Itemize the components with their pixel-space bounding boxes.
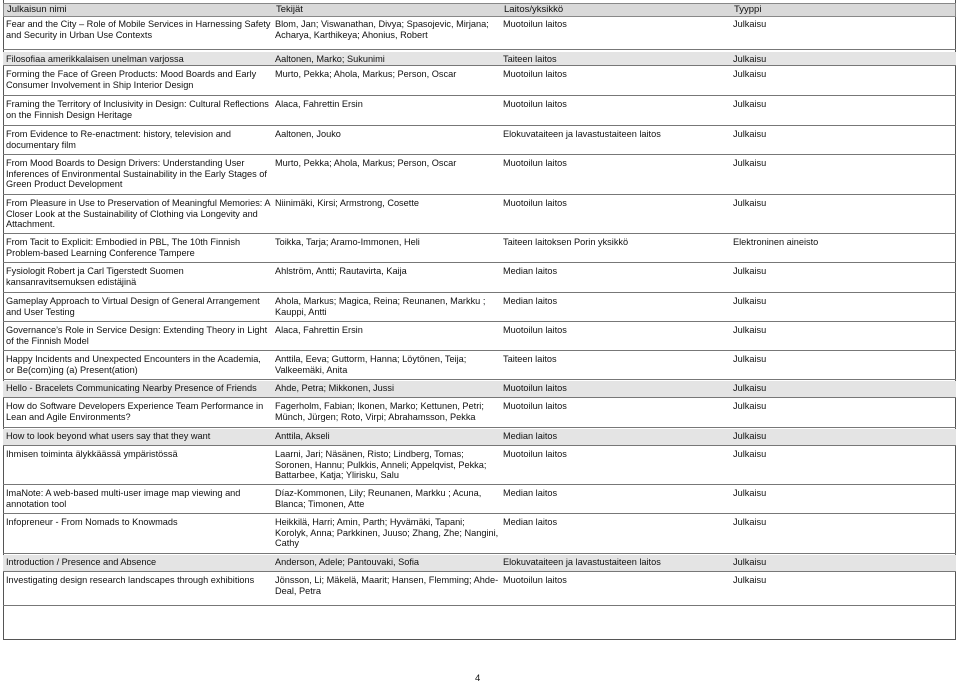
row-authors: Díaz-Kommonen, Lily; Reunanen, Markku ; Acuna, Blanca; Timonen, Atte (275, 488, 482, 509)
row-authors: Ahde, Petra; Mikkonen, Jussi (275, 383, 394, 393)
row-unit: Median laitos (503, 488, 558, 498)
table-header (3, 3, 956, 17)
row-title: Filosofiaa amerikkalaisen unelman varjossa (6, 54, 184, 64)
row-type: Julkaisu (733, 296, 767, 306)
table-row (3, 127, 956, 155)
row-authors: Heikkilä, Harri; Amin, Parth; Hyvämäki, Tapani; Korolyk, Anna; Parkkinen, Juuso; Zhang, Zhe; Nangini, Cathy (275, 517, 499, 549)
table-row (3, 573, 956, 606)
table-row (3, 294, 956, 322)
row-unit: Taiteen laitoksen Porin yksikkö (503, 237, 629, 247)
table-row (3, 381, 956, 398)
row-authors: Laarni, Jari; Näsänen, Risto; Lindberg, Tomas; Soronen, Hannu; Pulkkis, Anneli; Appelqvist, Pekka; Battarbee, Katja; Ylirisku, Salu (275, 449, 487, 481)
row-title: Gameplay Approach to Virtual Design of General Arrangement and User Testing (6, 296, 260, 317)
header-authors: Tekijät (276, 4, 303, 15)
row-type: Julkaisu (733, 575, 767, 585)
row-authors: Jönsson, Li; Mäkelä, Maarit; Hansen, Flemming; Ahde-Deal, Petra (275, 575, 499, 596)
row-authors: Aaltonen, Marko; Sukunimi (275, 54, 385, 64)
row-title: Introduction / Presence and Absence (6, 557, 157, 567)
row-unit: Elokuvataiteen ja lavastustaiteen laitos (503, 557, 661, 567)
row-unit: Muotoilun laitos (503, 325, 567, 335)
row-unit: Median laitos (503, 517, 558, 527)
table-row (3, 97, 956, 126)
header-unit: Laitos/yksikkö (504, 4, 564, 15)
row-authors: Blom, Jan; Viswanathan, Divya; Spasojevic, Mirjana; Acharya, Karthikeya; Ahonius, Robert (275, 19, 489, 40)
row-unit: Muotoilun laitos (503, 19, 567, 29)
row-type: Julkaisu (733, 431, 767, 441)
table-row (3, 447, 956, 485)
row-title: ImaNote: A web-based multi-user image map viewing and annotation tool (6, 488, 241, 509)
row-authors: Ahlström, Antti; Rautavirta, Kaija (275, 266, 407, 276)
row-type: Julkaisu (733, 401, 767, 411)
row-unit: Median laitos (503, 296, 558, 306)
row-authors: Murto, Pekka; Ahola, Markus; Person, Oscar (275, 69, 457, 79)
row-type: Julkaisu (733, 99, 767, 109)
row-title: Fear and the City – Role of Mobile Services in Harnessing Safety and Security in Urban Use Contexts (6, 19, 271, 40)
table-row (3, 352, 956, 380)
row-unit: Elokuvataiteen ja lavastustaiteen laitos (503, 129, 661, 139)
row-title: How to look beyond what users say that they want (6, 431, 211, 441)
row-title: From Tacit to Explicit: Embodied in PBL, The 10th Finnish Problem-based Learning Conference Tampere (6, 237, 241, 258)
row-type: Julkaisu (733, 354, 767, 364)
row-title: Hello - Bracelets Communicating Nearby Presence of Friends (6, 383, 257, 393)
row-unit: Muotoilun laitos (503, 575, 567, 585)
table-row (3, 196, 956, 234)
row-type: Julkaisu (733, 383, 767, 393)
row-title: Governance’s Role in Service Design: Extending Theory in Light of the Finnish Model (6, 325, 268, 346)
table-row (3, 429, 956, 446)
row-type: Julkaisu (733, 325, 767, 335)
row-type: Julkaisu (733, 449, 767, 459)
table-row (3, 67, 956, 96)
row-title: How do Software Developers Experience Team Performance in Lean and Agile Environments? (6, 401, 264, 422)
table-row (3, 52, 956, 66)
row-type: Julkaisu (733, 129, 767, 139)
table-row (3, 323, 956, 351)
row-type: Julkaisu (733, 198, 767, 208)
row-title: Investigating design research landscapes through exhibitions (6, 575, 255, 585)
row-unit: Median laitos (503, 266, 558, 276)
row-unit: Taiteen laitos (503, 354, 557, 364)
row-type: Julkaisu (733, 557, 767, 567)
row-type: Julkaisu (733, 19, 767, 29)
row-unit: Muotoilun laitos (503, 99, 567, 109)
header-title: Julkaisun nimi (7, 4, 67, 15)
row-authors: Aaltonen, Jouko (275, 129, 341, 139)
row-title: Ihmisen toiminta älykkäässä ympäristössä (6, 449, 178, 459)
row-title: Fysiologit Robert ja Carl Tigerstedt Suomen kansanravitsemuksen edistäjinä (6, 266, 184, 287)
table-row (3, 17, 956, 50)
table-row (3, 235, 956, 263)
row-title: From Pleasure in Use to Preservation of Meaningful Memories: A Closer Look at the Sustainability of Clothing via Longevity and Attachment. (6, 198, 271, 230)
table-row (3, 486, 956, 514)
row-authors: Niinimäki, Kirsi; Armstrong, Cosette (275, 198, 419, 208)
row-title: Forming the Face of Green Products: Mood Boards and Early Consumer Involvement in Ship Interior Design (6, 69, 257, 90)
row-authors: Fagerholm, Fabian; Ikonen, Marko; Kettunen, Petri; Münch, Jürgen; Roto, Virpi; Abrahamsson, Pekka (275, 401, 484, 422)
row-type: Julkaisu (733, 69, 767, 79)
row-authors: Anderson, Adele; Pantouvaki, Sofia (275, 557, 420, 567)
row-unit: Muotoilun laitos (503, 198, 567, 208)
row-authors: Toikka, Tarja; Aramo-Immonen, Heli (275, 237, 420, 247)
row-type: Julkaisu (733, 54, 767, 64)
row-unit: Muotoilun laitos (503, 401, 567, 411)
table-row (3, 555, 956, 572)
row-unit: Muotoilun laitos (503, 158, 567, 168)
row-type: Julkaisu (733, 488, 767, 498)
row-type: Julkaisu (733, 517, 767, 527)
row-unit: Muotoilun laitos (503, 69, 567, 79)
row-title: Happy Incidents and Unexpected Encounters in the Academia, or Be(com)ing (a) Present(ation) (6, 354, 261, 375)
row-title: From Mood Boards to Design Drivers: Understanding User Inferences of Environmental Sustainability in the Early Stages of Green Product Development (6, 158, 267, 190)
row-type: Julkaisu (733, 158, 767, 168)
header-type: Tyyppi (734, 4, 762, 15)
row-unit: Median laitos (503, 431, 558, 441)
page-number: 4 (475, 673, 481, 684)
table-row (3, 156, 956, 195)
table-row (3, 515, 956, 554)
row-type: Julkaisu (733, 266, 767, 276)
row-unit: Muotoilun laitos (503, 449, 567, 459)
row-authors: Anttila, Akseli (275, 431, 330, 441)
row-authors: Murto, Pekka; Ahola, Markus; Person, Oscar (275, 158, 457, 168)
row-title: From Evidence to Re-enactment: history, television and documentary film (6, 129, 232, 150)
row-authors: Alaca, Fahrettin Ersin (275, 325, 363, 335)
row-unit: Taiteen laitos (503, 54, 557, 64)
row-title: Framing the Territory of Inclusivity in Design: Cultural Reflections on the Finnish Design Heritage (6, 99, 269, 120)
table-row (3, 264, 956, 293)
row-authors: Anttila, Eeva; Guttorm, Hanna; Löytönen, Teija; Valkeemäki, Anita (275, 354, 467, 375)
row-unit: Muotoilun laitos (503, 383, 567, 393)
table-row (3, 399, 956, 428)
row-type: Elektroninen aineisto (733, 237, 819, 247)
row-authors: Ahola, Markus; Magica, Reina; Reunanen, Markku ; Kauppi, Antti (275, 296, 486, 317)
row-title: Infopreneur - From Nomads to Knowmads (6, 517, 178, 527)
row-authors: Alaca, Fahrettin Ersin (275, 99, 363, 109)
